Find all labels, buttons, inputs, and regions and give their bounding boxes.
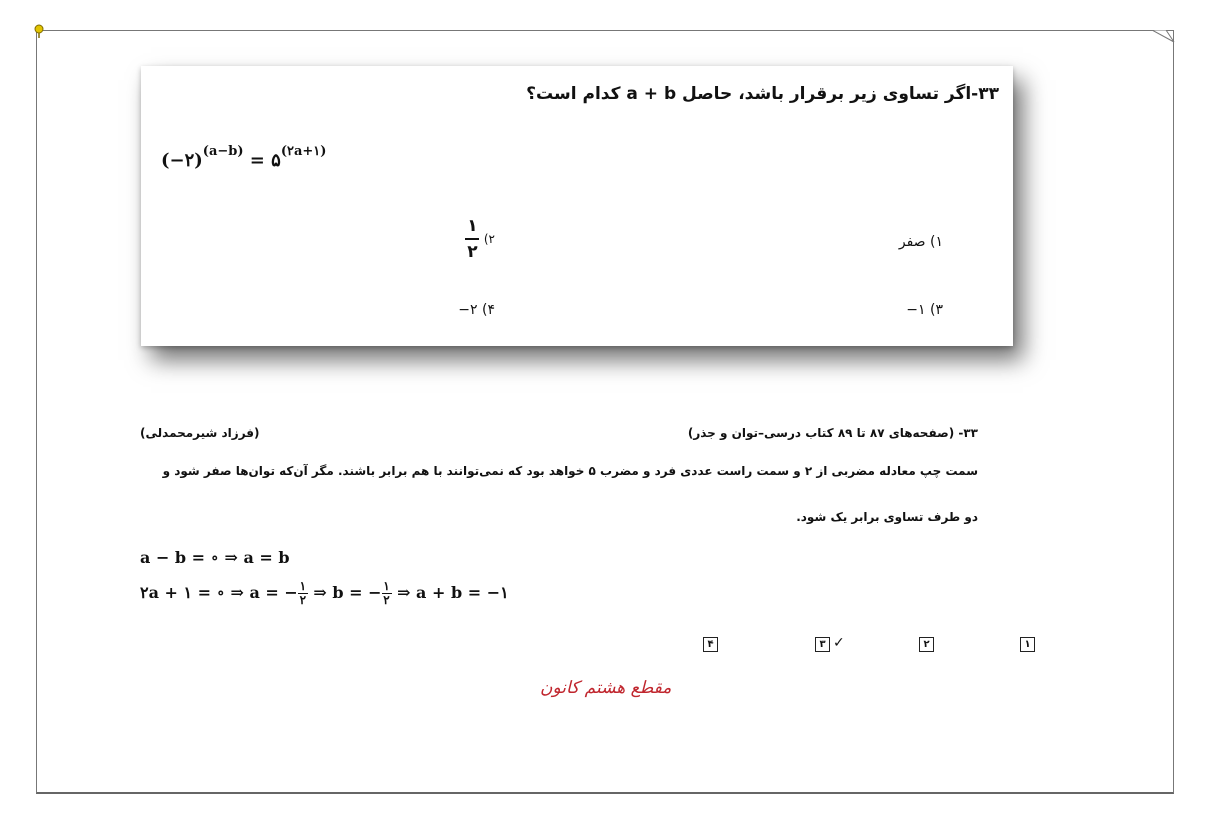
option-2[interactable]: ۲) $\frac{۱}{۲}$	[467, 216, 495, 262]
page-fold-icon	[1152, 30, 1176, 54]
check-icon: ✓	[833, 635, 845, 651]
answer-box-4[interactable]: ۴	[703, 637, 718, 652]
solution-math-2: ۲a + ۱ = ∘ ⇒ a = − ۱ ۲ ⇒ b = − ۱ ۲ ⇒ a + b = −۱	[140, 579, 509, 607]
answer-box-3[interactable]: ۳	[815, 637, 830, 652]
option-2-fraction: $\frac{۱}{۲}$	[467, 216, 478, 262]
option-4[interactable]: ۴) ۲−	[458, 302, 495, 318]
question-equation: (−۲)$^{(a-b)}$ = $۵^{(۲a+۱)}$	[161, 144, 327, 171]
solution-author: (فرزاد شیرمحمدلی)	[140, 426, 260, 440]
solution-header: ۳۳- (صفحه‌های ۸۷ تا ۸۹ کتاب درسی–توان و جذر)	[687, 426, 978, 440]
question-title: ۳۳-اگر تساوی زیر برقرار باشد، حاصل a + b کدام است؟	[526, 84, 999, 104]
signature: مقطع هشتم کانون	[540, 678, 672, 698]
pin-icon	[33, 24, 45, 41]
solution-math-1: a − b = ∘ ⇒ a = b	[140, 548, 290, 567]
solution-line-2: دو طرف تساوی برابر یک شود.	[796, 510, 978, 524]
option-1[interactable]: ۱) صفر	[898, 234, 943, 250]
option-3[interactable]: ۳) ۱−	[906, 302, 943, 318]
solution-line-1: سمت چپ معادله مضربی از ۲ و سمت راست عددی فرد و مضرب ۵ خواهد بود که نمی‌توانند با هم برابر باشند. مگر آن‌که توان‌ها صفر شود و	[162, 464, 978, 478]
answer-box-1[interactable]: ۱	[1020, 637, 1035, 652]
question-card	[141, 66, 1013, 346]
answer-box-2[interactable]: ۲	[919, 637, 934, 652]
